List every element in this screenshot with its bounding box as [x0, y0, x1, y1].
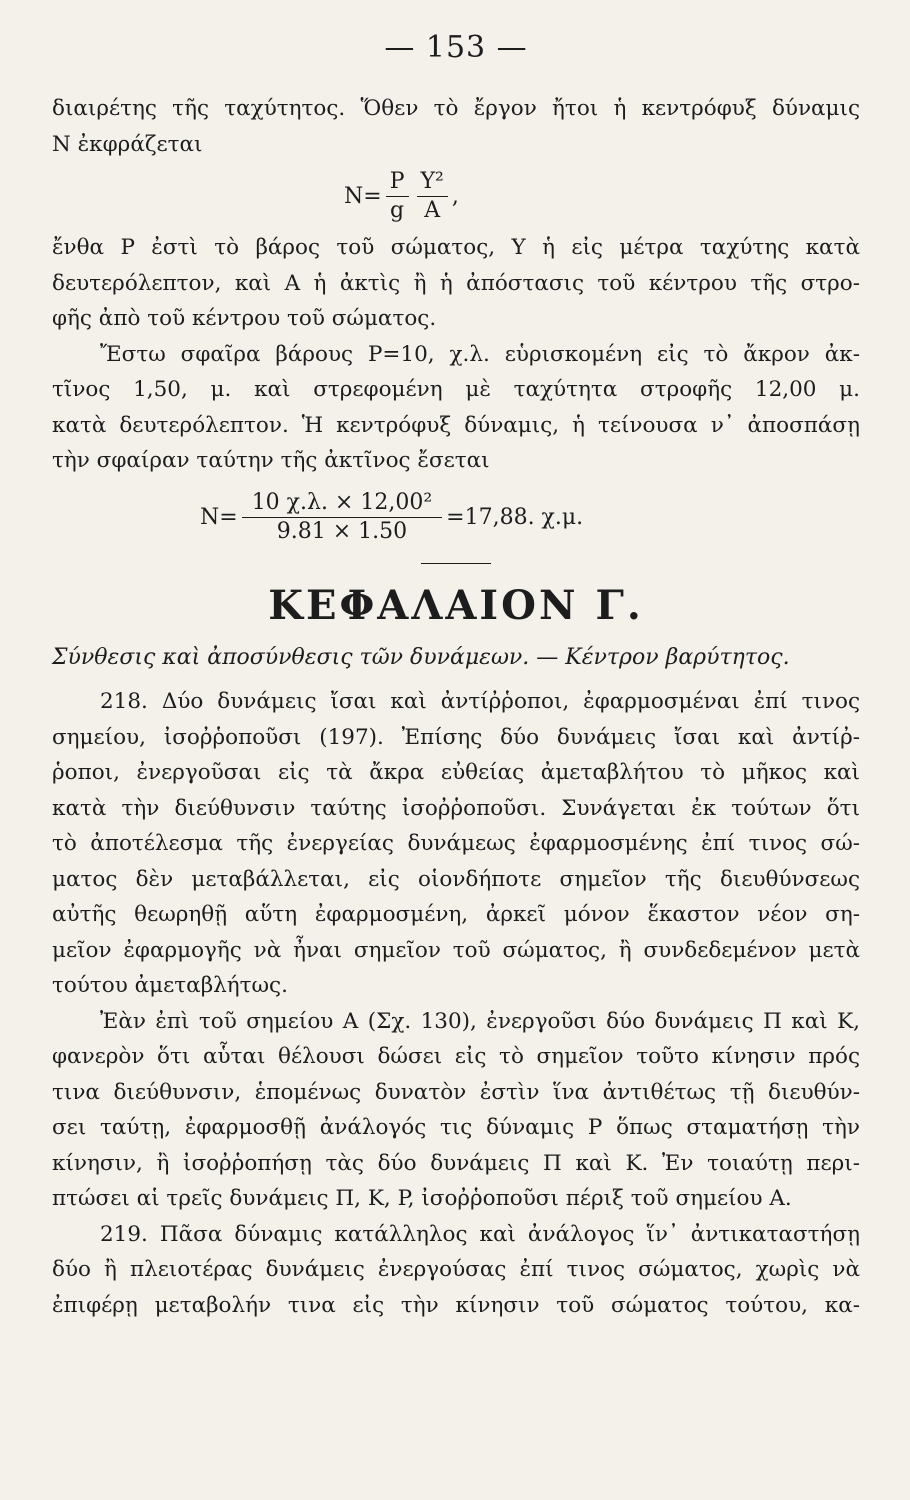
fraction-denominator: g — [390, 197, 405, 223]
formula-lhs: N — [344, 183, 364, 209]
text-line: μεῖον ἐφαρμογῆς νὰ ἦναι σημεῖον τοῦ σώματος, ἢ συνδεδεμένον μετὰ — [52, 937, 860, 963]
paragraph-ean — [52, 1004, 860, 1217]
formula-equals: = — [363, 183, 382, 209]
text-line: τὴν σφαίραν ταύτην τῆς ἀκτῖνος ἔσεται — [52, 448, 490, 473]
text-line: κατὰ τὴν διεύθυνσιν ταύτης ἰσοῤῥοποῦσι. Συνάγεται ἐκ τούτων ὅτι — [52, 795, 860, 821]
text-line: Ἔστω σφαῖρα βάρους P=10, χ.λ. εὑρισκομένη εἰς τὸ ἄκρον ἀκ- — [100, 341, 860, 367]
text-line: αὐτῆς θεωρηθῇ αὕτη ἐφαρμοσμένη, ἀρκεῖ μόνον ἕκαστον νέον ση- — [52, 902, 860, 927]
text-line: πτώσει αἱ τρεῖς δυνάμεις Π, K, P, ἰσοῤῥοποῦσι πέριξ τοῦ σημείου A. — [52, 1186, 792, 1211]
text-line: κατὰ δευτερόλεπτον. Ἡ κεντρόφυξ δύναμις, ἡ τείνουσα ν᾽ ἀποσπάσῃ — [52, 412, 860, 438]
text-line: ῥοποι, ἐνεργοῦσαι εἰς τὰ ἄκρα εὐθείας ἀμεταβλήτου τὸ μῆκος καὶ — [52, 760, 860, 785]
chapter-subtitle: Σύνθεσις καὶ ἀποσύνθεσις τῶν δυνάμεων. — Κέντρον βαρύτητος. — [52, 645, 790, 670]
chapter-title: ΚΕΦΑΛΑΙΟΝ Γ. — [268, 582, 644, 629]
formula-result: =17,88. χ.μ. — [446, 505, 584, 530]
fraction-y2-over-a — [417, 168, 448, 223]
text-block-1 — [52, 91, 860, 162]
paragraph-218 — [52, 684, 860, 1004]
text-line: ματος δὲν μεταβάλλεται, εἰς οἱονδήποτε σημεῖον τῆς διευθύνσεως — [52, 866, 860, 892]
page-number: — 153 — — [384, 30, 528, 65]
text-line: σει ταύτῃ, ἐφαρμοσθῇ ἀνάλογός τις δύναμις P ὅπως σταματήσῃ τὴν — [52, 1115, 860, 1140]
formula-centrifugal — [52, 162, 860, 230]
formula-trail: , — [451, 183, 459, 209]
formula-equals: = — [219, 505, 238, 530]
text-line: τῖνος 1,50, μ. καὶ στρεφομένη μὲ ταχύτητα στροφῆς 12,00 μ. — [52, 377, 860, 402]
fraction-numerator: Y² — [417, 171, 448, 197]
text-line: 219. Πᾶσα δύναμις κατάλληλος καὶ ἀνάλογος ἵν᾽ ἀντικαταστήσῃ — [100, 1221, 860, 1247]
text-line: φανερὸν ὅτι αὗται θέλουσι δώσει εἰς τὸ σημεῖον τοῦτο κίνησιν πρός — [52, 1044, 860, 1069]
text-line: σημείου, ἰσοῤῥοποῦσι (197). Ἐπίσης δύο δυνάμεις ἴσαι καὶ ἀντίῤ- — [52, 724, 860, 750]
text-line: δευτερόλεπτον, καὶ A ἡ ἀκτὶς ἢ ἡ ἀπόστασις τοῦ κέντρου τῆς στρο- — [52, 270, 860, 296]
formula-lhs: N — [200, 505, 220, 530]
formula-example — [52, 479, 860, 557]
text-line: τούτου ἀμεταβλήτως. — [52, 973, 288, 998]
text-line: φῆς ἀπὸ τοῦ κέντρου τοῦ σώματος. — [52, 306, 437, 331]
book-page — [52, 30, 860, 1323]
text-block-3 — [52, 337, 860, 479]
text-block-2 — [52, 230, 860, 337]
text-line: κίνησιν, ἢ ἰσοῤῥοπήσῃ τὰς δύο δυνάμεις Π καὶ K. Ἐν τοιαύτῃ περι- — [52, 1150, 860, 1176]
fraction-denominator: A — [424, 197, 441, 223]
fraction-main — [242, 492, 442, 543]
text-line: 218. Δύο δυνάμεις ἴσαι καὶ ἀντίῤῥοποι, ἐφαρμοσμέναι ἐπί τινος — [100, 689, 860, 714]
fraction-numerator: P — [386, 171, 409, 197]
text-line: τὸ ἀποτέλεσμα τῆς ἐνεργείας δυνάμεως ἐφαρμοσμένης ἐπί τινος σώ- — [52, 831, 860, 856]
text-line: Ἐὰν ἐπὶ τοῦ σημείου A (Σχ. 130), ἐνεργοῦσι δύο δυνάμεις Π καὶ K, — [100, 1008, 860, 1034]
fraction-numerator: 10 χ.λ. × 12,00² — [242, 492, 442, 518]
paragraph-219 — [52, 1217, 860, 1324]
text-line: τινα διεύθυνσιν, ἑπομένως δυνατὸν ἐστὶν ἵνα ἀντιθέτως τῇ διευθύν- — [52, 1079, 860, 1105]
text-line: δύο ἢ πλειοτέρας δυνάμεις ἐνεργούσας ἐπί τινος σώματος, χωρὶς νὰ — [52, 1257, 860, 1282]
text-line: N ἐκφράζεται — [52, 131, 203, 157]
section-divider — [421, 563, 491, 565]
text-line: ἔνθα P ἐστὶ τὸ βάρος τοῦ σώματος, Y ἡ εἰς μέτρα ταχύτης κατὰ — [52, 235, 860, 260]
text-line: ἐπιφέρῃ μεταβολήν τινα εἰς τὴν κίνησιν τοῦ σώματος τούτου, κα- — [52, 1292, 860, 1318]
fraction-denominator: 9.81 × 1.50 — [276, 519, 408, 544]
fraction-p-over-g — [386, 168, 409, 223]
text-line: διαιρέτης τῆς ταχύτητος. Ὅθεν τὸ ἔργον ἤτοι ἡ κεντρόφυξ δύναμις — [52, 96, 860, 121]
